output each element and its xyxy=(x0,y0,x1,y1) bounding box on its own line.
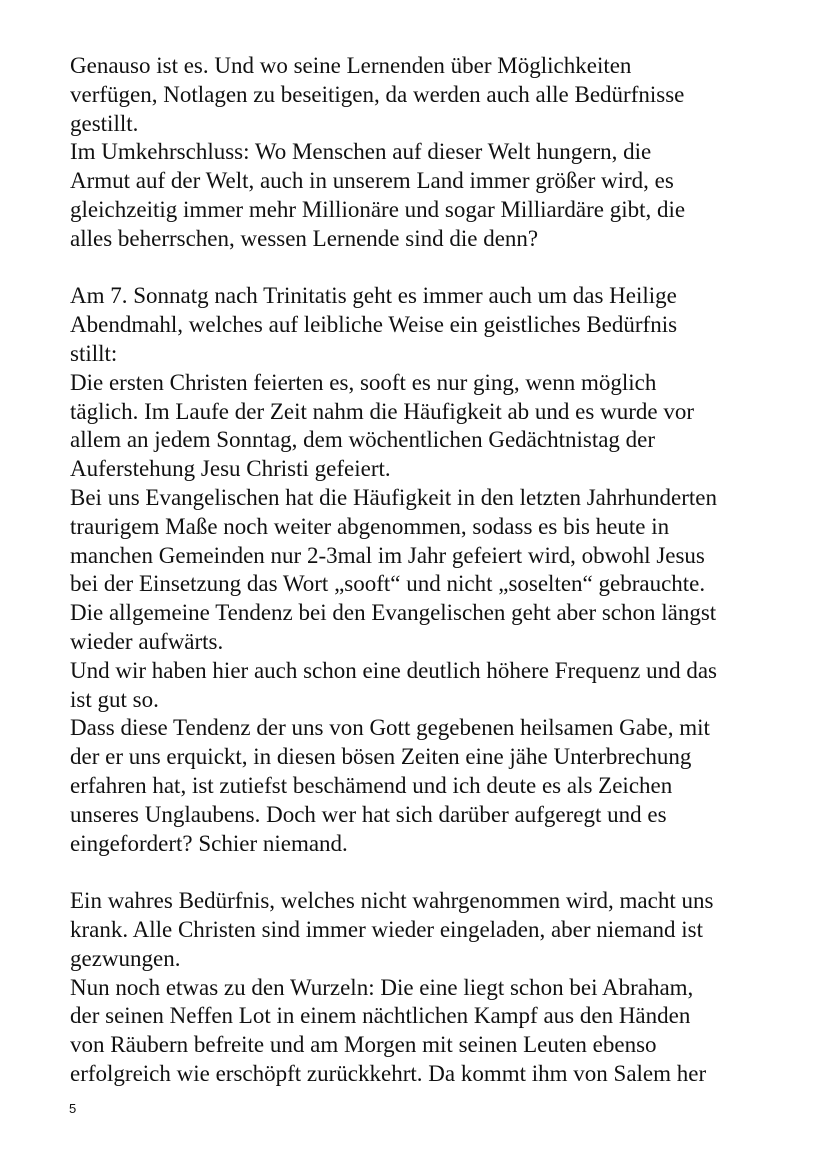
paragraph-3 xyxy=(70,887,790,1089)
text-line: täglich. Im Laufe der Zeit nahm die Häufigkeit ab und es wurde vor xyxy=(70,398,694,424)
text-line: gestillt. xyxy=(70,110,139,136)
text-line: Genauso ist es. Und wo seine Lernenden über Möglichkeiten xyxy=(70,53,632,78)
paragraph-2 xyxy=(70,282,790,858)
text-line: wieder aufwärts. xyxy=(70,628,224,654)
text-line: Dass diese Tendenz der uns von Gott gegebenen heilsamen Gabe, mit xyxy=(70,715,710,741)
text-line: Im Umkehrschluss: Wo Menschen auf dieser Welt hungern, die xyxy=(70,139,652,165)
text-line: eingefordert? Schier niemand. xyxy=(70,830,348,856)
text-line: Die ersten Christen feierten es, sooft es nur ging, wenn möglich xyxy=(70,369,657,395)
text-line: krank. Alle Christen sind immer wieder eingeladen, aber niemand ist xyxy=(70,916,703,942)
text-line: gleichzeitig immer mehr Millionäre und sogar Milliardäre gibt, die xyxy=(70,196,686,222)
text-line: Abendmahl, welches auf leibliche Weise ein geistliches Bedürfnis xyxy=(70,312,678,338)
text-line: alles beherrschen, wessen Lernende sind die denn? xyxy=(70,225,539,251)
text-line: Armut auf der Welt, auch in unserem Land immer größer wird, es xyxy=(70,168,674,194)
text-line: bei der Einsetzung das Wort „sooft“ und nicht „soselten“ gebrauchte. xyxy=(70,571,706,597)
text-line: der er uns erquickt, in diesen bösen Zeiten eine jähe Unterbrechung xyxy=(70,744,692,770)
text-line: traurigem Maße noch weiter abgenommen, sodass es bis heute in xyxy=(70,513,670,539)
text-line: Ein wahres Bedürfnis, welches nicht wahrgenommen wird, macht uns xyxy=(70,888,714,914)
text-line: allem an jedem Sonntag, dem wöchentlichen Gedächtnistag der xyxy=(70,427,656,453)
text-line: Auferstehung Jesu Christi gefeiert. xyxy=(70,456,391,482)
text-line: unseres Unglaubens. Doch wer hat sich darüber aufgeregt und es xyxy=(70,801,667,827)
text-line: Und wir haben hier auch schon eine deutlich höhere Frequenz und das xyxy=(70,657,717,683)
text-line: Nun noch etwas zu den Wurzeln: Die eine liegt schon bei Abraham, xyxy=(70,974,694,1000)
text-line: Bei uns Evangelischen hat die Häufigkeit in den letzten Jahrhunderten xyxy=(70,484,717,510)
text-line: manchen Gemeinden nur 2-3mal im Jahr gefeiert wird, obwohl Jesus xyxy=(70,542,705,568)
text-line: erfolgreich wie erschöpft zurückkehrt. Da kommt ihm von Salem her xyxy=(70,1060,707,1086)
paragraph-1 xyxy=(70,52,790,254)
body-text xyxy=(70,52,790,1089)
paragraph-gap xyxy=(70,858,790,887)
text-line: erfahren hat, ist zutiefst beschämend und ich deute es als Zeichen xyxy=(70,772,673,798)
text-line: gezwungen. xyxy=(70,945,181,971)
text-line: Am 7. Sonnatg nach Trinitatis geht es immer auch um das Heilige xyxy=(70,283,677,309)
page-number: 5 xyxy=(69,1101,77,1116)
text-line: der seinen Neffen Lot in einem nächtlichen Kampf aus den Händen xyxy=(70,1003,691,1029)
text-line: stillt: xyxy=(70,340,118,366)
text-line: Die allgemeine Tendenz bei den Evangelischen geht aber schon längst xyxy=(70,600,717,626)
text-line: verfügen, Notlagen zu beseitigen, da werden auch alle Bedürfnisse xyxy=(70,81,685,107)
text-line: ist gut so. xyxy=(70,686,159,712)
paragraph-gap xyxy=(70,254,790,283)
text-line: von Räubern befreite und am Morgen mit seinen Leuten ebenso xyxy=(70,1032,657,1058)
